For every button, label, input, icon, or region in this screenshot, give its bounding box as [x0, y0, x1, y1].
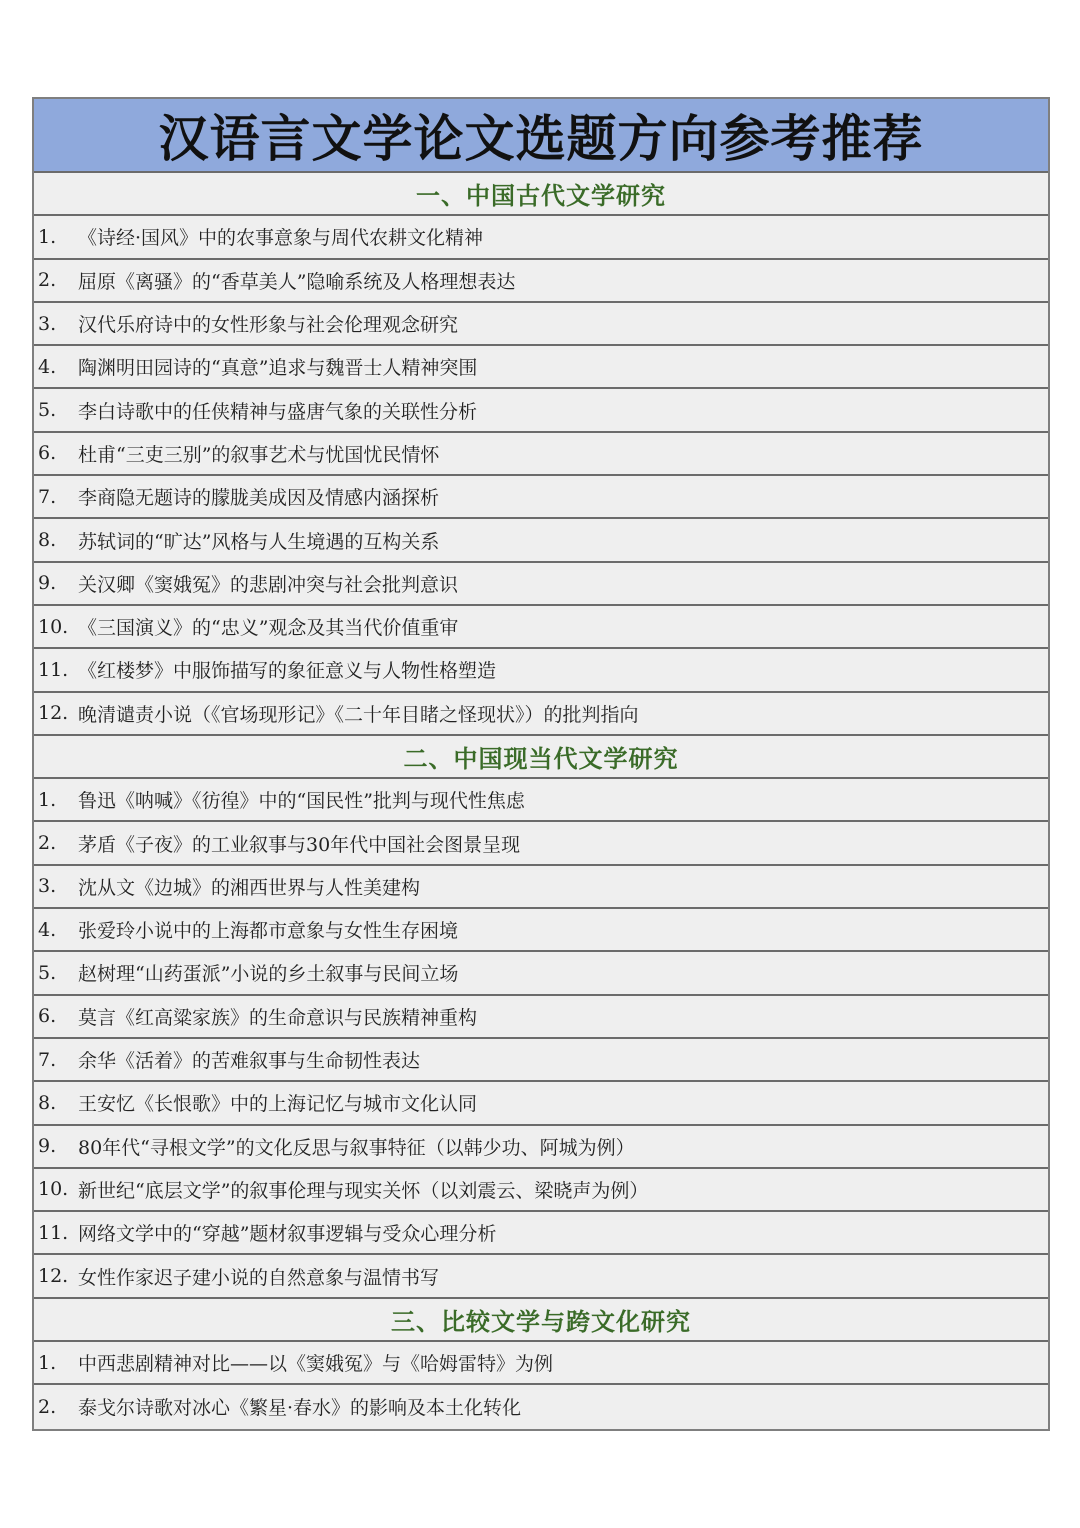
item-text: 茅盾《子夜》的工业叙事与30年代中国社会图景呈现 [78, 833, 521, 856]
item-text: 张爱玲小说中的上海都市意象与女性生存困境 [78, 920, 459, 943]
table-row [34, 952, 1048, 995]
item-number: 10. [38, 615, 69, 638]
table-row [34, 216, 1048, 259]
item-text: 《三国演义》的“忠义”观念及其当代价值重审 [78, 617, 459, 640]
topic-table [32, 97, 1050, 1431]
table-row [34, 693, 1048, 736]
item-number: 2. [38, 832, 57, 855]
table-row [34, 519, 1048, 562]
item-text: 汉代乐府诗中的女性形象与社会伦理观念研究 [78, 314, 459, 337]
table-row [34, 649, 1048, 692]
table-row [34, 1169, 1048, 1212]
item-text: 新世纪“底层文学”的叙事伦理与现实关怀（以刘震云、梁晓声为例） [78, 1179, 649, 1202]
item-number: 5. [38, 961, 57, 984]
table-row [34, 1212, 1048, 1255]
table-row [34, 389, 1048, 432]
item-text: 女性作家迟子建小说的自然意象与温情书写 [78, 1266, 440, 1289]
table-row [34, 996, 1048, 1039]
table-row [34, 779, 1048, 822]
item-number: 12. [38, 702, 69, 725]
table-row [34, 1082, 1048, 1125]
table-row [34, 433, 1048, 476]
section-heading-text: 一、中国古代文学研究 [416, 181, 666, 211]
table-row [34, 1342, 1048, 1385]
item-number: 9. [38, 1135, 57, 1158]
table-row [34, 1039, 1048, 1082]
item-text: 苏轼词的“旷达”风格与人生境遇的互构关系 [78, 530, 440, 553]
page-title: 汉语言文学论文选题方向参考推荐 [158, 109, 924, 168]
item-number: 10. [38, 1178, 69, 1201]
item-number: 4. [38, 918, 57, 941]
item-number: 3. [38, 312, 57, 335]
title-row [34, 99, 1048, 173]
item-number: 7. [38, 485, 57, 508]
table-row [34, 1126, 1048, 1169]
item-text: 80年代“寻根文学”的文化反思与叙事特征（以韩少功、阿城为例） [78, 1136, 635, 1159]
item-number: 8. [38, 529, 57, 552]
table-row [34, 606, 1048, 649]
item-text: 陶渊明田园诗的“真意”追求与魏晋士人精神突围 [78, 357, 478, 380]
item-number: 1. [38, 788, 57, 811]
item-text: 《红楼梦》中服饰描写的象征意义与人物性格塑造 [78, 660, 497, 683]
item-text: 泰戈尔诗歌对冰心《繁星·春水》的影响及本土化转化 [78, 1397, 522, 1420]
section-heading-ancient [34, 173, 1048, 216]
item-number: 1. [38, 225, 57, 248]
table-row [34, 563, 1048, 606]
item-number: 2. [38, 269, 57, 292]
item-number: 3. [38, 875, 57, 898]
item-text: 王安忆《长恨歌》中的上海记忆与城市文化认同 [78, 1093, 478, 1116]
section-heading-modern [34, 736, 1048, 779]
item-text: 《诗经·国风》中的农事意象与周代农耕文化精神 [78, 227, 484, 250]
item-text: 中西悲剧精神对比——以《窦娥冤》与《哈姆雷特》为例 [78, 1353, 554, 1376]
item-number: 1. [38, 1351, 57, 1374]
item-text: 沈从文《边城》的湘西世界与人性美建构 [78, 876, 421, 899]
section-heading-text: 三、比较文学与跨文化研究 [391, 1306, 691, 1336]
item-text: 晚清谴责小说（《官场现形记》《二十年目睹之怪现状》）的批判指向 [78, 703, 639, 726]
item-text: 网络文学中的“穿越”题材叙事逻辑与受众心理分析 [78, 1223, 497, 1246]
item-text: 赵树理“山药蛋派”小说的乡土叙事与民间立场 [78, 963, 459, 986]
table-row [34, 346, 1048, 389]
item-text: 屈原《离骚》的“香草美人”隐喻系统及人格理想表达 [78, 270, 516, 293]
table-row [34, 476, 1048, 519]
item-number: 11. [38, 1221, 69, 1244]
item-number: 2. [38, 1395, 57, 1418]
item-number: 5. [38, 399, 57, 422]
item-number: 9. [38, 572, 57, 595]
section-heading-comparative [34, 1299, 1048, 1342]
item-number: 11. [38, 658, 69, 681]
section-heading-text: 二、中国现当代文学研究 [403, 744, 679, 773]
item-text: 关汉卿《窦娥冤》的悲剧冲突与社会批判意识 [78, 573, 459, 596]
item-text: 莫言《红高粱家族》的生命意识与民族精神重构 [78, 1006, 478, 1029]
table-row [34, 303, 1048, 346]
item-number: 7. [38, 1048, 57, 1071]
table-row [34, 866, 1048, 909]
item-text: 杜甫“三吏三别”的叙事艺术与忧国忧民情怀 [78, 443, 440, 466]
table-row [34, 1385, 1048, 1428]
item-number: 12. [38, 1265, 69, 1288]
table-row [34, 822, 1048, 865]
item-number: 8. [38, 1091, 57, 1114]
item-number: 4. [38, 355, 57, 378]
item-text: 李白诗歌中的任侠精神与盛唐气象的关联性分析 [78, 400, 478, 423]
table-row [34, 909, 1048, 952]
item-text: 余华《活着》的苦难叙事与生命韧性表达 [78, 1050, 421, 1073]
item-number: 6. [38, 1005, 57, 1028]
item-number: 6. [38, 442, 57, 465]
table-row [34, 1255, 1048, 1298]
item-text: 李商隐无题诗的朦胧美成因及情感内涵探析 [78, 487, 440, 510]
table-row [34, 260, 1048, 303]
item-text: 鲁迅《呐喊》《彷徨》中的“国民性”批判与现代性焦虑 [78, 790, 525, 813]
